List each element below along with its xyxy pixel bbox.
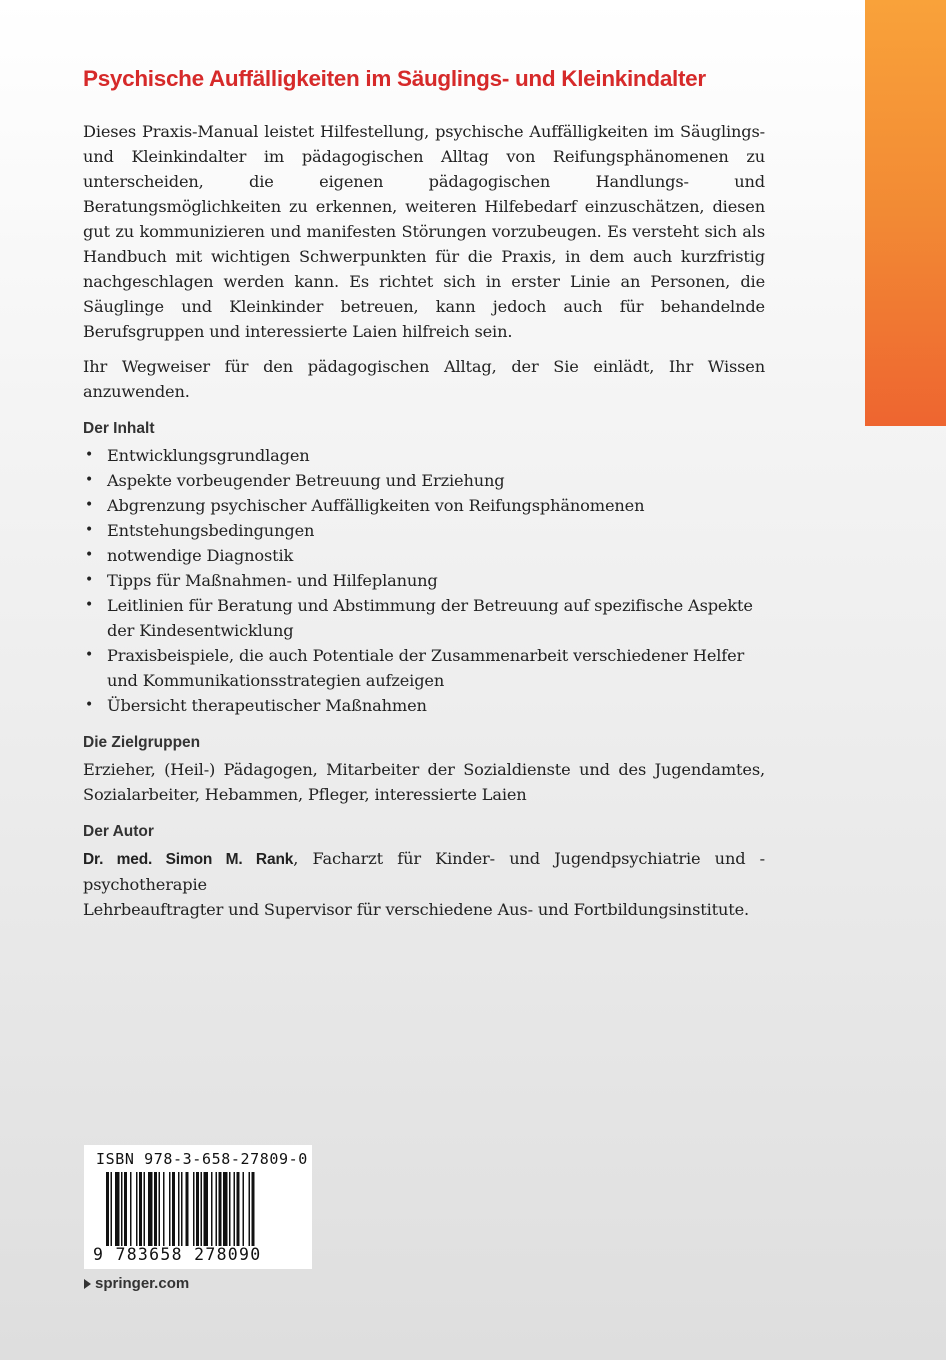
list-item: • notwendige Diagnostik — [83, 543, 765, 568]
barcode-bar — [144, 1172, 146, 1246]
barcode-bar — [111, 1172, 113, 1246]
barcode-bar — [219, 1172, 222, 1246]
barcode-bar — [121, 1172, 123, 1246]
barcode-bar — [243, 1172, 245, 1246]
publisher-link-label: springer.com — [95, 1275, 190, 1292]
barcode-bar — [204, 1172, 209, 1246]
list-item: • Leitlinien für Beratung und Abstimmung der Betreuung auf spezifische Aspekte der Kindesentwicklung — [83, 593, 765, 643]
audience-text: Erzieher, (Heil-) Pädagogen, Mitarbeiter der Sozialdienste und des Jugendamtes, Sozialarbeiter, Hebammen, Pfleger, interessierte Laien — [83, 760, 765, 804]
barcode-bar — [252, 1172, 255, 1246]
list-item: • Praxisbeispiele, die auch Potentiale der Zusammenarbeit verschiedener Helfer und Kommunikationsstrategien aufzeigen — [83, 643, 765, 693]
barcode-bars — [106, 1172, 302, 1246]
tagline-paragraph: Ihr Wegweiser für den pädagogischen Alltag, der Sie einlädt, Ihr Wissen anzuwenden. — [83, 357, 765, 401]
author-heading: Der Autor — [83, 823, 154, 840]
barcode-bar — [172, 1172, 175, 1246]
author-bio — [83, 846, 765, 922]
barcode-bar — [201, 1172, 203, 1246]
barcode-bar — [115, 1172, 120, 1246]
barcode-bar — [181, 1172, 183, 1246]
barcode-bar — [193, 1172, 195, 1246]
barcode-bar — [229, 1172, 231, 1246]
isbn-number: ISBN 978-3-658-27809-0 — [96, 1150, 308, 1168]
barcode-bar — [234, 1172, 236, 1246]
barcode-bar — [106, 1172, 109, 1246]
barcode-digits: 9 783658 278090 — [93, 1245, 262, 1264]
publisher-link[interactable] — [84, 1275, 189, 1292]
barcode-bar — [136, 1172, 138, 1246]
orange-accent-bar — [865, 0, 946, 426]
contents-heading: Der Inhalt — [83, 420, 155, 437]
barcode-bar — [216, 1172, 218, 1246]
barcode-bar — [223, 1172, 228, 1246]
list-item: • Übersicht therapeutischer Maßnahmen — [83, 693, 765, 718]
arrow-right-icon — [84, 1279, 91, 1289]
list-item: • Entwicklungsgrundlagen — [83, 443, 765, 468]
barcode-bar — [178, 1172, 180, 1246]
barcode-bar — [159, 1172, 161, 1246]
intro-paragraph: Dieses Praxis-Manual leistet Hilfestellung, psychische Auffälligkeiten im Säuglings- und Kleinkindalter im pädagogischen Alltag von Reifungsphänomenen zu unterscheiden, die eigenen pädagogischen Handlungs- und Beratungsmöglichkeiten zu erkennen, weiteren Hilfebedarf einzuschätzen, diesen gut zu kommunizieren und manifesten Störungen vorzubeugen. Es versteht sich als Handbuch mit wichtigen Schwerpunkten für die Praxis, in dem auch kurzfristig nachgeschlagen werden kann. Es richtet sich in erster Linie an Personen, die Säuglinge und Kleinkinder betreuen, kann jedoch auch für behandelnde Berufsgruppen und interessierte Laien hilfreich sein. — [83, 122, 765, 341]
barcode-bar — [211, 1172, 213, 1246]
author-description: , Facharzt für Kinder- und Jugendpsychiatrie und -psychotherapie — [83, 849, 765, 894]
contents-list — [83, 443, 765, 718]
barcode-bar — [196, 1172, 199, 1246]
back-cover-text — [83, 62, 765, 922]
barcode-bar — [130, 1172, 132, 1246]
barcode-bar — [163, 1172, 165, 1246]
book-title: Psychische Auffälligkeiten im Säuglings- und Kleinkindalter — [83, 66, 706, 91]
list-item: • Aspekte vorbeugender Betreuung und Erziehung — [83, 468, 765, 493]
list-item: • Entstehungsbedingungen — [83, 518, 765, 543]
author-role: Lehrbeauftragter und Supervisor für verschiedene Aus- und Fortbildungsinstitute. — [83, 900, 750, 919]
list-item: • Abgrenzung psychischer Auffälligkeiten von Reifungsphänomenen — [83, 493, 765, 518]
barcode-bar — [249, 1172, 251, 1246]
audience-heading: Die Zielgruppen — [83, 734, 201, 751]
author-name: Dr. med. Simon M. Rank — [83, 851, 294, 868]
barcode-bar — [186, 1172, 189, 1246]
barcode-bar — [139, 1172, 142, 1246]
list-item: • Tipps für Maßnahmen- und Hilfeplanung — [83, 568, 765, 593]
isbn-barcode — [84, 1145, 312, 1269]
barcode-bar — [169, 1172, 171, 1246]
barcode-bar — [124, 1172, 127, 1246]
barcode-bar — [148, 1172, 153, 1246]
barcode-bar — [237, 1172, 240, 1246]
barcode-bar — [154, 1172, 157, 1246]
